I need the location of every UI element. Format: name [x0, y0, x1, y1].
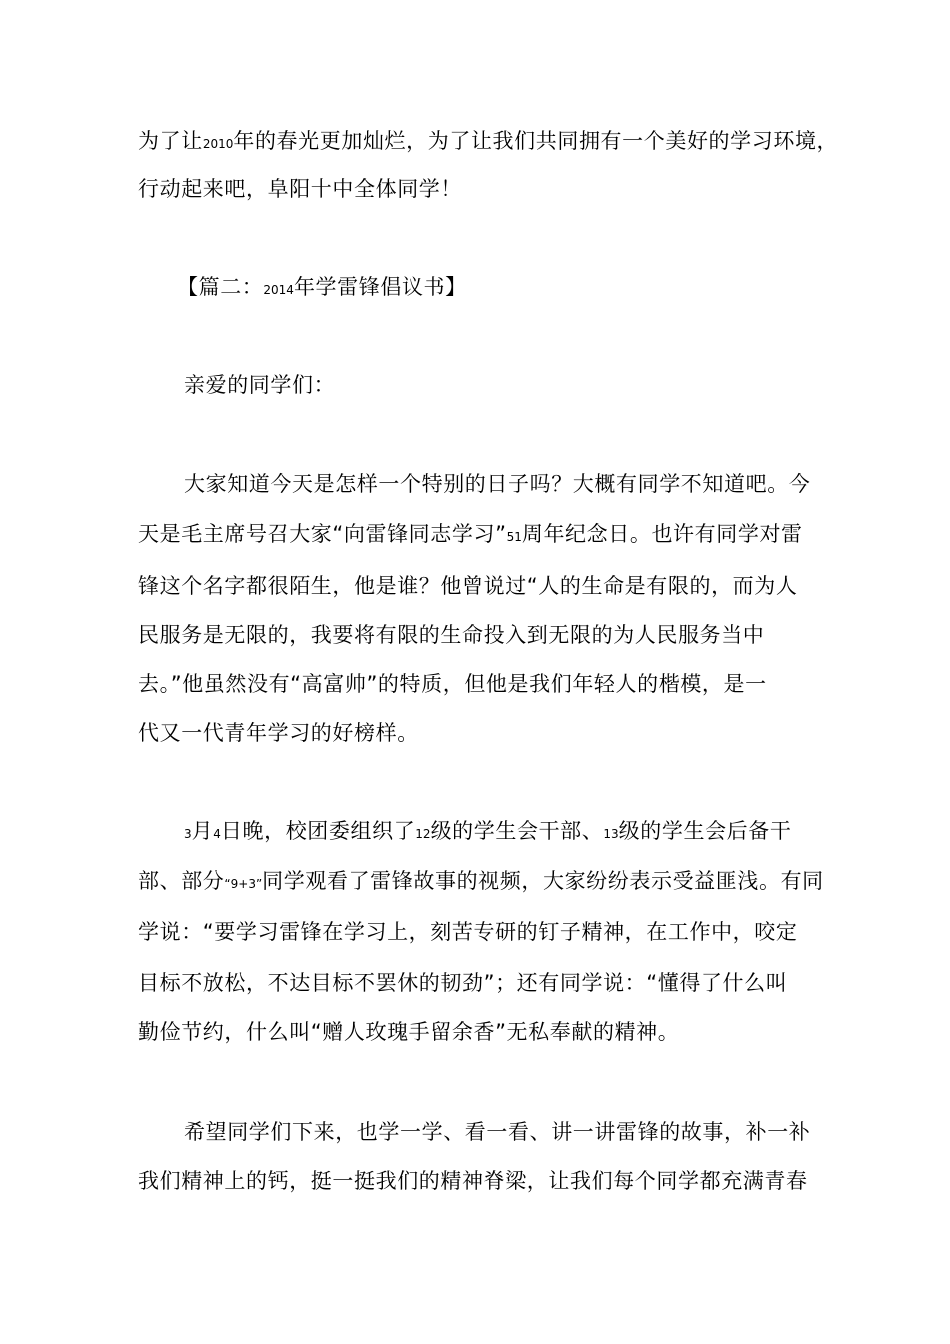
number-run: 4 [213, 827, 221, 841]
text-run: 年学雷锋倡议书】 [293, 275, 467, 299]
text-run: 同学观看了雷锋故事的视频，大家纷纷表示受益匪浅。有同 [262, 869, 824, 893]
paragraph2-line-3: 学说：“要学习雷锋在学习上，刻苦专研的钉子精神，在工作中，咬定 [138, 920, 798, 944]
paragraph1-line-3: 锋这个名字都很陌生，他是谁？他曾说过“人的生命是有限的，而为人 [138, 574, 798, 598]
intro-line-1 [138, 127, 838, 158]
paragraph3-line-2: 我们精神上的钙，挺一挺我们的精神脊梁，让我们每个同学都充满青春 [138, 1169, 808, 1193]
number-run: 2014 [263, 283, 294, 297]
paragraph1-line-2 [138, 520, 803, 551]
paragraph1-line-6: 代又一代青年学习的好榜样。 [138, 721, 419, 745]
number-run: 51 [506, 530, 522, 544]
number-run: “9+3” [224, 877, 263, 891]
text-run: 月 [191, 819, 214, 843]
text-run: 年的春光更加灿烂，为了让我们共同拥有一个美好的学习环境， [233, 129, 839, 153]
paragraph2-line-4: 目标不放松，不达目标不罢休的韧劲”；还有同学说：“懂得了什么叫 [138, 971, 788, 995]
text-run: 周年纪念日。也许有同学对雷 [521, 522, 803, 546]
number-run: 12 [415, 827, 431, 841]
paragraph1-line-4: 民服务是无限的，我要将有限的生命投入到无限的为人民服务当中 [138, 623, 765, 647]
greeting: 亲爱的同学们： [184, 373, 336, 397]
text-run: 级的学生会干部、 [430, 819, 604, 843]
text-run: 天是毛主席号召大家“向雷锋同志学习” [138, 522, 507, 546]
intro-line-2: 行动起来吧，阜阳十中全体同学！ [138, 177, 462, 201]
paragraph2-line-1 [184, 817, 791, 848]
paragraph2-line-2 [138, 867, 824, 898]
text-run: 级的学生会后备干 [618, 819, 792, 843]
section-heading [177, 273, 467, 304]
number-run: 2010 [202, 137, 234, 151]
number-run: 13 [603, 827, 619, 841]
paragraph2-line-5: 勤俭节约，什么叫“赠人玫瑰手留余香”无私奉献的精神。 [138, 1020, 680, 1044]
text-run: 部、部分 [138, 869, 225, 893]
paragraph1-line-1: 大家知道今天是怎样一个特别的日子吗？大概有同学不知道吧。今 [184, 472, 811, 496]
number-run: 3 [184, 827, 192, 841]
paragraph1-line-5: 去。”他虽然没有“高富帅”的特质，但他是我们年轻人的楷模，是一 [138, 672, 767, 696]
paragraph3-line-1: 希望同学们下来，也学一学、看一看、讲一讲雷锋的故事，补一补 [184, 1120, 811, 1144]
text-run: 为了让 [138, 129, 203, 153]
text-run: 【篇二： [177, 275, 264, 299]
text-run: 日晚，校团委组织了 [220, 819, 416, 843]
